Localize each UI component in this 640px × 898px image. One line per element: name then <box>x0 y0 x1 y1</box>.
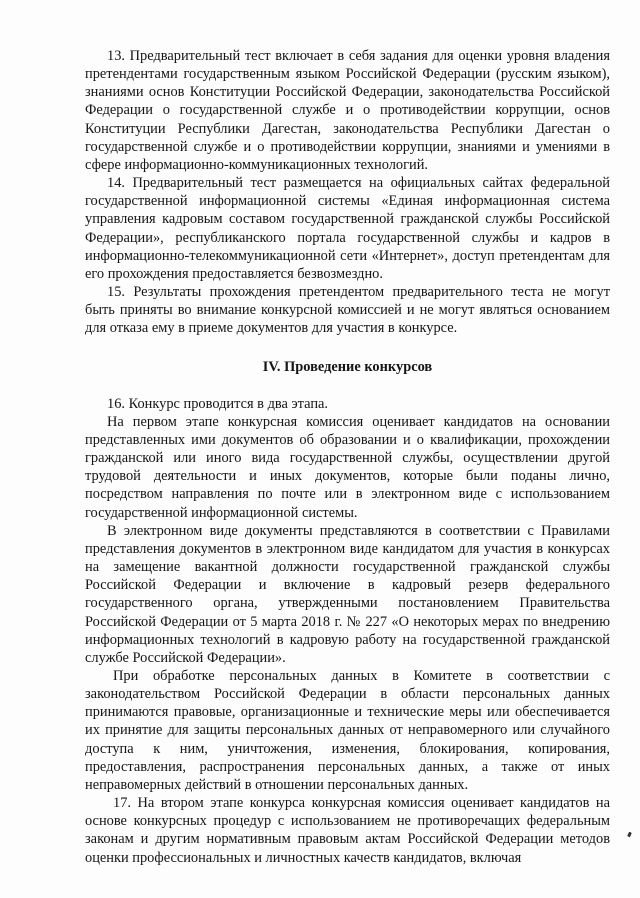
scan-mark <box>627 832 632 838</box>
paragraph-15: 15. Результаты прохождения претендентом предварительного теста не могут быть приняты во внимание конкурсной комиссией и не могут являться основанием для отказа ему в приеме документов для участия в конкурсе. <box>85 284 610 337</box>
paragraph-first-stage: На первом этапе конкурсная комиссия оценивает кандидатов на основании представленных ими документов об образовании и о квалификации, прохождении гражданской или иного вида государственной службы, осуществлении другой трудовой деятельности и иных документов, которые были поданы лично, посредством направления по почте или в электронном виде с использованием государственной информационной системы. <box>85 413 610 521</box>
document-body <box>85 47 610 867</box>
paragraph-16: 16. Конкурс проводится в два этапа. <box>107 395 329 412</box>
paragraph-electronic-documents: В электронном виде документы представляются в соответствии с Правилами представления документов в электронном виде кандидатом для участия в конкурсах на замещение вакантной должности государственной гражданской службы Российской Федерации и включение в кадровый резерв федерального государственного органа, утвержденными постановлением Правительства Российской Федерации от 5 марта 2018 г. № 227 «О некоторых мерах по внедрению информационных технологий в кадровую работу на государственной гражданской службе Российской Федерации». <box>85 522 610 666</box>
paragraph-17: 17. На втором этапе конкурса конкурсная комиссия оценивает кандидатов на основе конкурсных процедур с использованием не противоречащих федеральным законам и другим нормативным правовым актам Российской Федерации методов оценки профессиональных и личностных качеств кандидатов, включая <box>85 795 610 866</box>
paragraph-14: 14. Предварительный тест размещается на официальных сайтах федеральной государственной информационной системы «Единая информационная система управления кадровым составом государственной гражданской службы Российской Федерации», республиканского портала государственной службы и кадров в информационно-телекоммуникационной сети «Интернет», доступ претендентам для его прохождения предоставляется безвозмездно. <box>85 175 610 282</box>
paragraph-13: 13. Предварительный тест включает в себя задания для оценки уровня владения претендентами государственным языком Российской Федерации (русским языком), знаниями основ Конституции Российской Федерации, законодательства Российской Федерации о государственной службе и о противодействии коррупции, основ Конституции Республики Дагестан, законодательства Республики Дагестан о государственной службе и о противодействии коррупции, знаниями и умениями в сфере информационно-коммуникационных технологий. <box>85 48 610 173</box>
section-heading: IV. Проведение конкурсов <box>262 358 433 375</box>
paragraph-personal-data: При обработке персональных данных в Комитете в соответствии с законодательством Российской Федерации в области персональных данных принимаются правовые, организационные и технические меры или обеспечивается их принятие для защиты персональных данных от неправомерного или случайного доступа к ним, уничтожения, изменения, блокирования, копирования, предоставления, распространения персональных данных, а также от иных неправомерных действий в отношении персональных данных. <box>85 668 610 793</box>
